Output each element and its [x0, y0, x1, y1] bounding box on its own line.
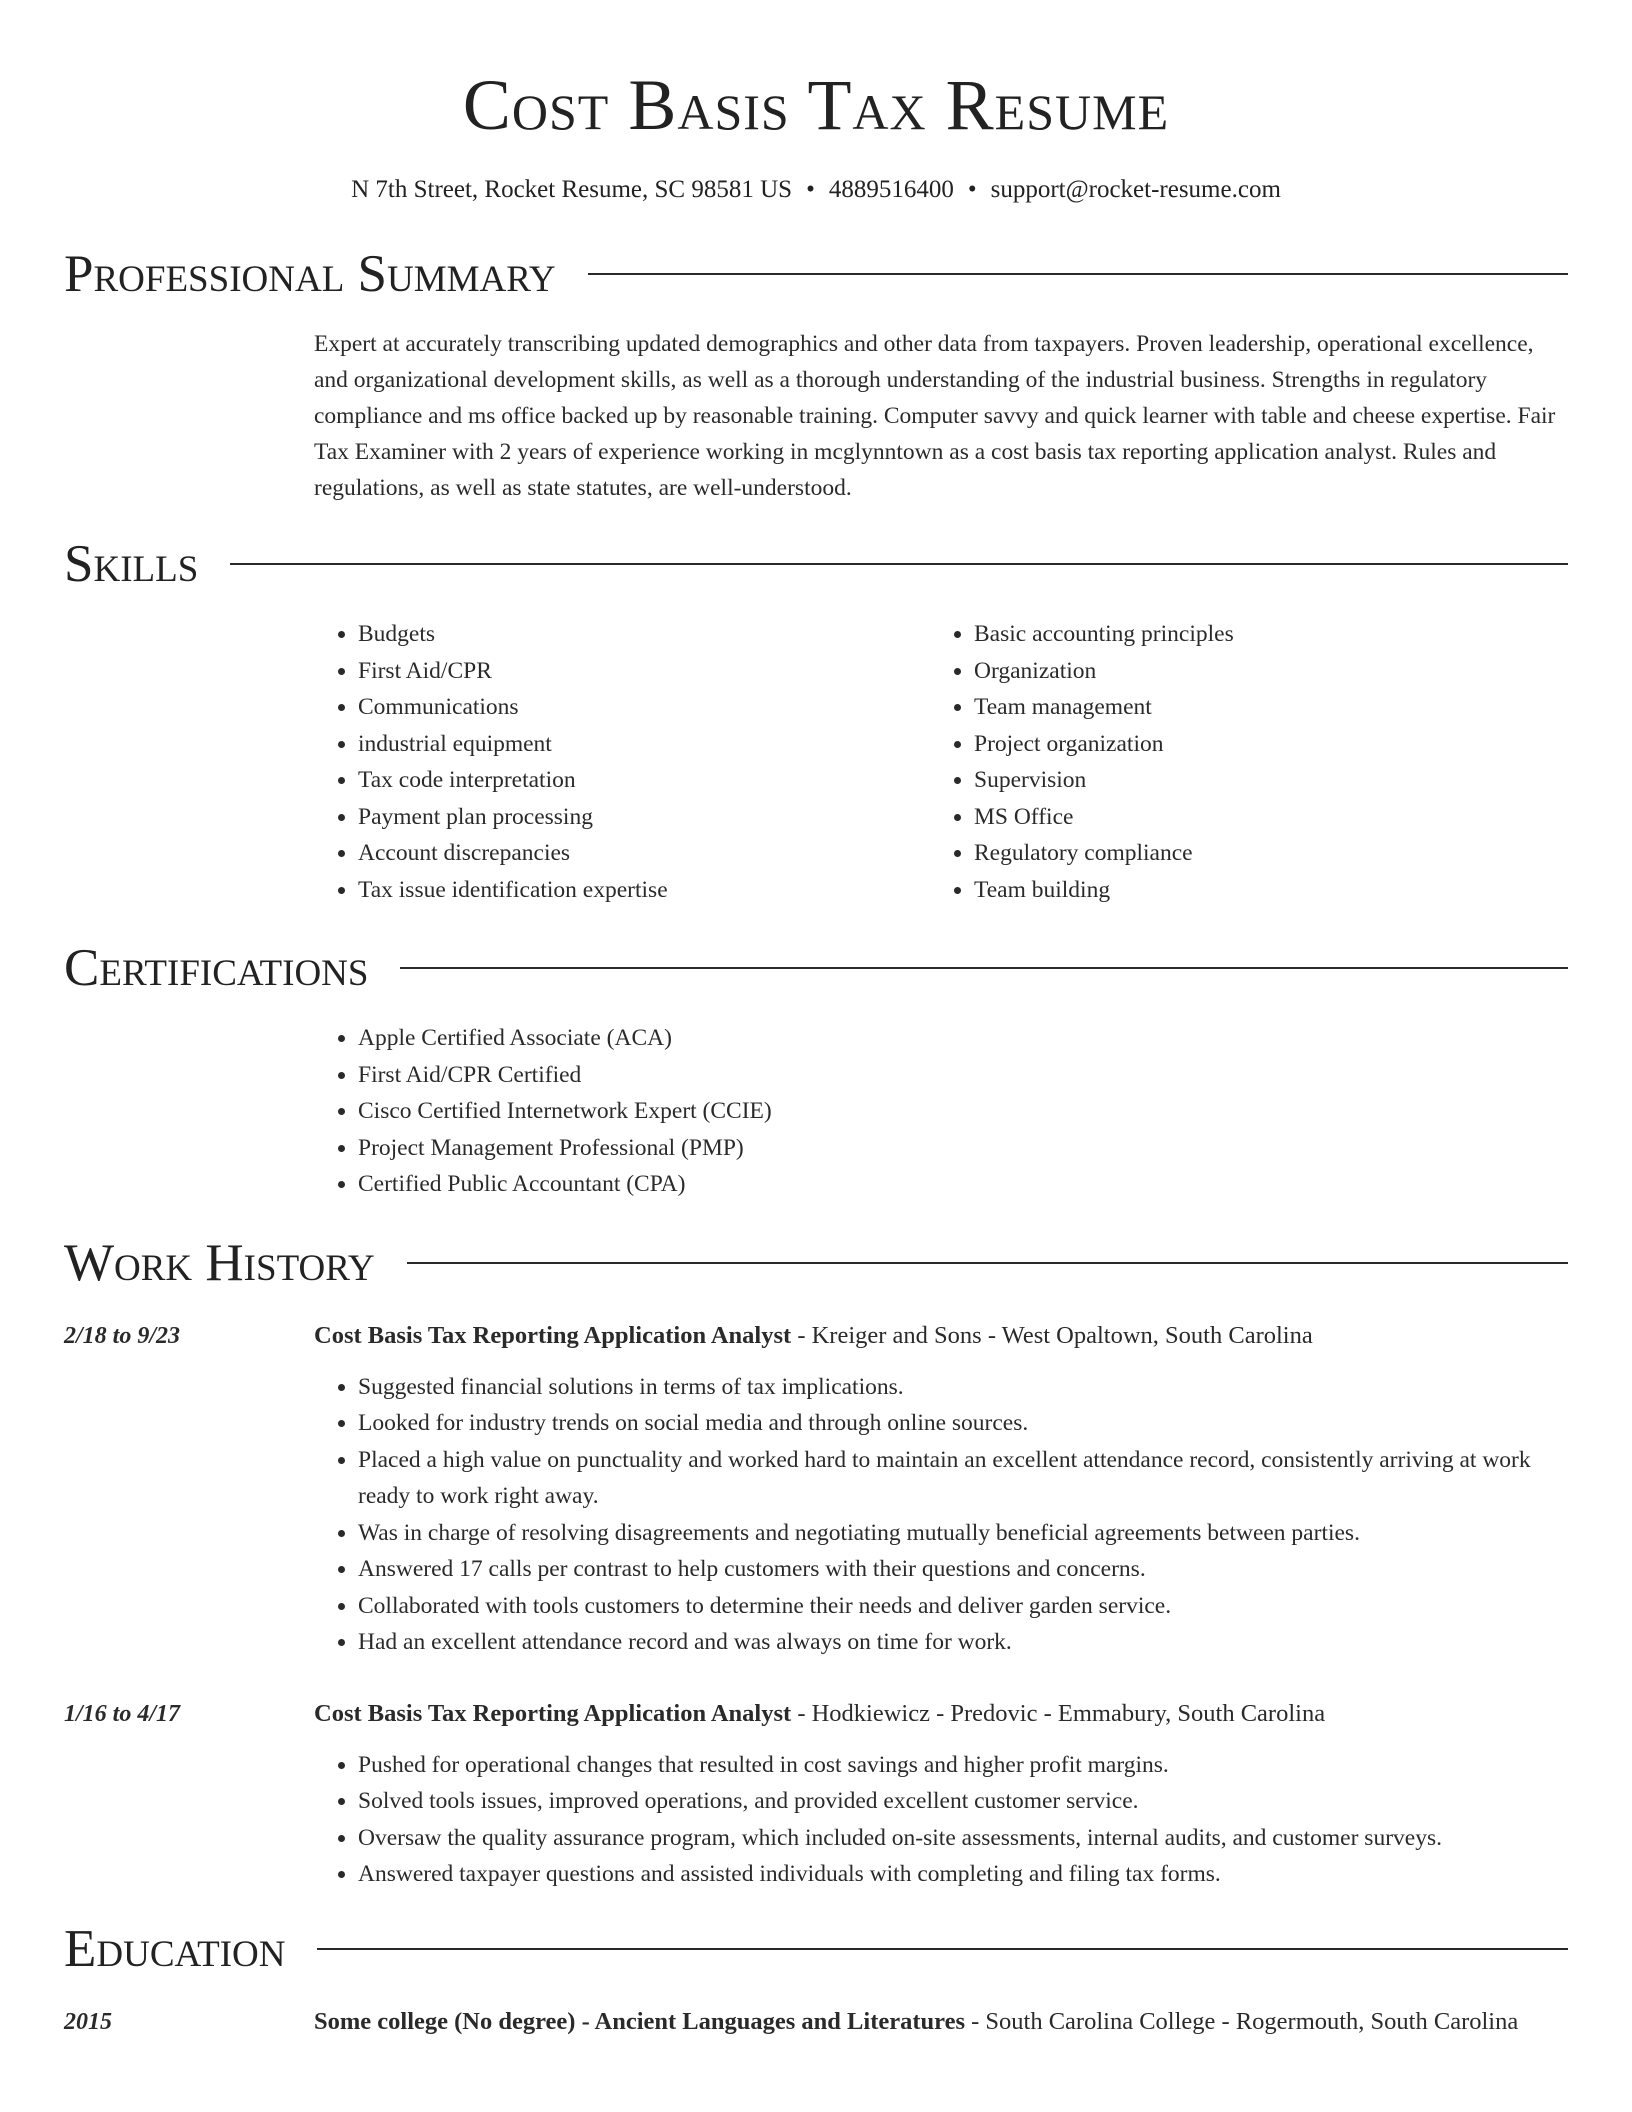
work-bullets [314, 1369, 1568, 1661]
contact-separator: • [806, 176, 815, 203]
resume-page [64, 0, 1568, 2041]
employer-location: - Hodkiewicz - Predovic - Emmabury, South Carolina [791, 1699, 1326, 1727]
job-title: Cost Basis Tax Reporting Application Analyst [314, 1321, 792, 1349]
work-dates: 2/18 to 9/23 [64, 1322, 181, 1349]
skill-item: • Supervision [974, 762, 1546, 799]
skill-item: • Account discrepancies [358, 835, 930, 872]
skill-item: • Organization [974, 653, 1546, 690]
skill-item: • Basic accounting principles [974, 616, 1546, 653]
certification-item: • Certified Public Accountant (CPA) [358, 1166, 1568, 1203]
certifications-section-header [64, 936, 1568, 1000]
skill-item: • Regulatory compliance [974, 835, 1546, 872]
resume-name: Cost Basis Tax Resume [462, 65, 1170, 145]
work-bullet: • Looked for industry trends on social media and through online sources. [358, 1405, 1568, 1442]
work-bullet: • Collaborated with tools customers to determine their needs and deliver garden service. [358, 1588, 1568, 1625]
skills-section-header [64, 532, 1568, 596]
summary-section-header [64, 242, 1568, 306]
certification-item: • Apple Certified Associate (ACA) [358, 1020, 1568, 1057]
contact-phone: 4889516400 [828, 176, 954, 203]
work-bullets [314, 1747, 1568, 1893]
contact-email: support@rocket-resume.com [990, 176, 1281, 203]
certifications-section-title: Certifications [64, 939, 369, 997]
work-history-list [64, 1317, 1568, 1893]
education-details [314, 2003, 1568, 2041]
contact-separator: • [967, 176, 977, 203]
education-section-header [64, 1917, 1568, 1981]
work-dates: 1/16 to 4/17 [64, 1700, 181, 1727]
work-bullet: • Answered 17 calls per contrast to help customers with their questions and concerns. [358, 1551, 1568, 1588]
skill-item: • Tax code interpretation [358, 762, 930, 799]
work-entry [64, 1317, 1568, 1661]
work-bullet: • Answered taxpayer questions and assisted individuals with completing and filing tax forms. [358, 1856, 1568, 1893]
skill-item: • First Aid/CPR [358, 653, 930, 690]
employer-location: - Kreiger and Sons - West Opaltown, South Carolina [791, 1321, 1313, 1349]
certification-item: • First Aid/CPR Certified [358, 1057, 1568, 1094]
certification-item: • Cisco Certified Internetwork Expert (CCIE) [358, 1093, 1568, 1130]
skill-item: • industrial equipment [358, 726, 930, 763]
education-school: - South Carolina College - Rogermouth, South Carolina [965, 2007, 1519, 2035]
skills-column-left [314, 616, 930, 908]
summary-section-title: Professional Summary [64, 245, 556, 303]
work-bullet: • Suggested financial solutions in terms of tax implications. [358, 1369, 1568, 1406]
skill-item: • Team management [974, 689, 1546, 726]
job-title: Cost Basis Tax Reporting Application Analyst [314, 1699, 792, 1727]
contact-address: N 7th Street, Rocket Resume, SC 98581 US [351, 176, 793, 203]
skill-item: • Payment plan processing [358, 799, 930, 836]
work-details [314, 1317, 1568, 1661]
work-section-title: Work History [64, 1233, 375, 1292]
section-divider [317, 1948, 1568, 1950]
skill-item: • Budgets [358, 616, 930, 653]
section-divider [407, 1262, 1568, 1264]
education-year: 2015 [64, 2008, 112, 2035]
skills-section-title: Skills [64, 535, 199, 593]
skills-column-right [930, 616, 1546, 908]
certification-item: • Project Management Professional (PMP) [358, 1130, 1568, 1167]
section-divider [230, 563, 1568, 565]
section-divider [400, 967, 1568, 969]
education-entry [64, 2003, 1568, 2041]
skill-item: • Project organization [974, 726, 1546, 763]
work-bullet: • Had an excellent attendance record and was always on time for work. [358, 1624, 1568, 1661]
work-bullet: • Was in charge of resolving disagreements and negotiating mutually beneficial agreements between parties. [358, 1515, 1568, 1552]
skill-item: • Team building [974, 872, 1546, 909]
work-section-header [64, 1231, 1568, 1295]
work-details [314, 1695, 1568, 1893]
work-title-line [314, 1317, 1568, 1355]
education-line [314, 2003, 1568, 2041]
work-bullet: • Placed a high value on punctuality and worked hard to maintain an excellent attendance record, consistently arriving at work ready to work right away. [358, 1442, 1568, 1515]
work-bullet: • Solved tools issues, improved operations, and provided excellent customer service. [358, 1783, 1568, 1820]
education-section-title: Education [64, 1919, 286, 1978]
work-title-line [314, 1695, 1568, 1733]
skills-list [314, 616, 1568, 908]
certifications-list [314, 1020, 1568, 1203]
skill-item: • MS Office [974, 799, 1546, 836]
work-bullet: • Pushed for operational changes that resulted in cost savings and higher profit margins. [358, 1747, 1568, 1784]
summary-text: Expert at accurately transcribing updated demographics and other data from taxpayers. Proven leadership, operational excellence, and organizational development skills, as well as a thorough understanding of the industrial business. Strengths in regulatory compliance and ms office backed up by reasonable training. Computer savvy and quick learner with table and cheese expertise. Fair Tax Examiner with 2 years of experience working in mcglynntown as a cost basis tax reporting application analyst. Rules and regulations, as well as state statutes, are well-understood. [314, 331, 1556, 501]
contact-line [64, 174, 1568, 206]
work-entry [64, 1695, 1568, 1893]
education-degree: Some college (No degree) - Ancient Languages and Literatures [314, 2007, 965, 2035]
work-bullet: • Oversaw the quality assurance program, which included on-site assessments, internal audits, and customer surveys. [358, 1820, 1568, 1857]
section-divider [588, 273, 1568, 275]
skill-item: • Tax issue identification expertise [358, 872, 930, 909]
education-list [64, 2003, 1568, 2041]
skill-item: • Communications [358, 689, 930, 726]
